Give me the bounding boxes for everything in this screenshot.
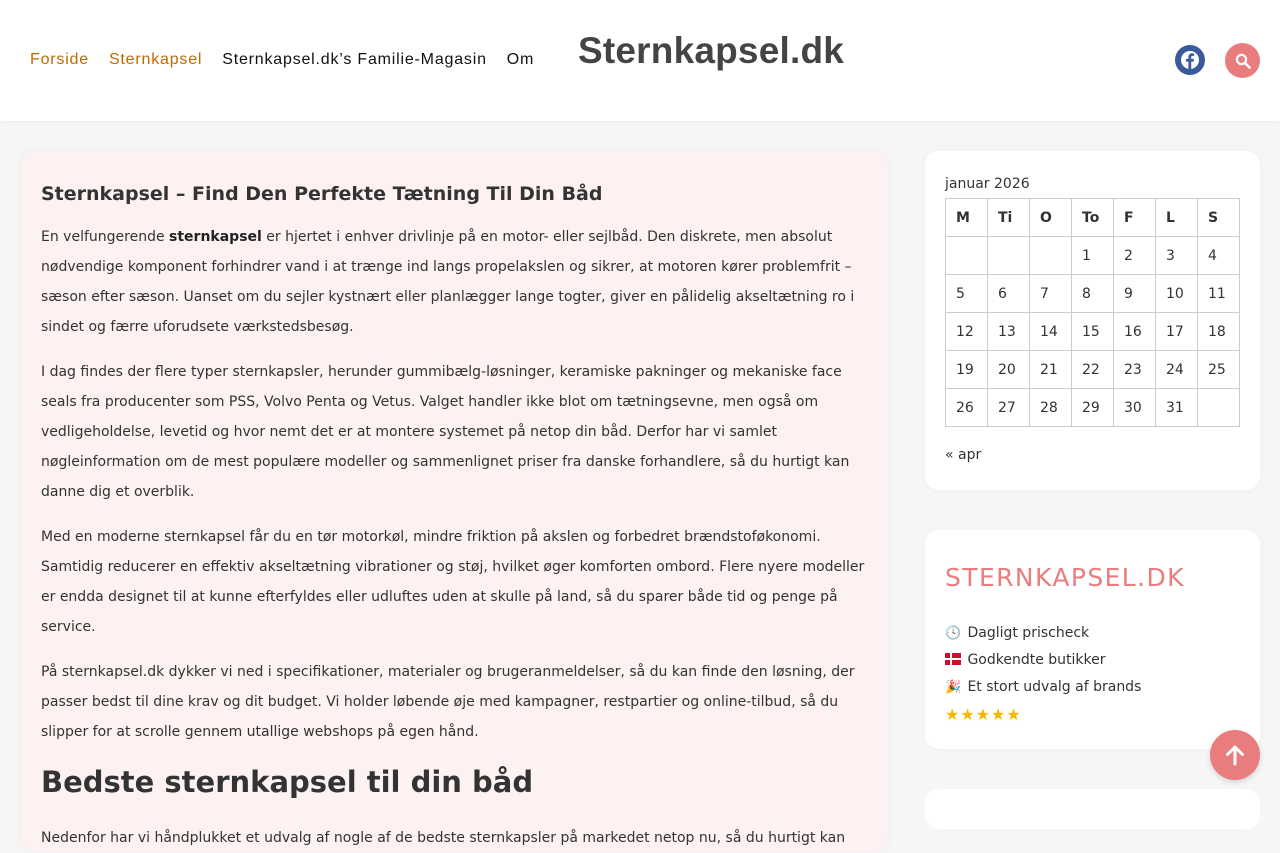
party-popper-icon: 🎉 bbox=[945, 680, 962, 695]
feature-text: Et stort udvalg af brands bbox=[967, 679, 1142, 695]
brand-widget bbox=[925, 530, 1260, 749]
nav-item-om[interactable]: Om bbox=[506, 51, 535, 68]
calendar-day: 3 bbox=[1156, 237, 1198, 275]
calendar-week-row bbox=[946, 389, 1240, 427]
article-paragraph: Nedenfor har vi håndplukket et udvalg af nogle af de bedste sternkapsler på markedet netop nu, så du hurtigt kan bbox=[41, 830, 846, 846]
weekday-header: F bbox=[1114, 199, 1156, 237]
article-paragraph: Med en moderne sternkapsel får du en tør motorkøl, mindre friktion på akslen og forbedret brændstoføkonomi. Samtidig reducerer en effektiv akseltætning vibrationer og støj, hvilket øger komforten ombord. Flere nyere modeller er endda designet til at kunne efterfyldes eller udluftes uden at skulle på land, så du sparer både tid og penge på service. bbox=[41, 529, 865, 635]
calendar-day: 14 bbox=[1030, 313, 1072, 351]
paragraph-text: En velfungerende bbox=[41, 229, 170, 245]
calendar-day bbox=[1198, 389, 1240, 427]
calendar-day bbox=[946, 237, 988, 275]
brand-title: STERNKAPSEL.DK bbox=[945, 563, 1185, 592]
feature-text: Dagligt prischeck bbox=[967, 625, 1090, 641]
site-title[interactable]: Sternkapsel.dk bbox=[578, 30, 845, 71]
calendar-day: 5 bbox=[946, 275, 988, 313]
calendar-caption: januar 2026 bbox=[945, 176, 1030, 192]
next-widget bbox=[925, 789, 1260, 829]
calendar-day: 25 bbox=[1198, 351, 1240, 389]
calendar-day: 2 bbox=[1114, 237, 1156, 275]
weekday-header: O bbox=[1030, 199, 1072, 237]
star-rating: ★★★★★ bbox=[945, 705, 1022, 724]
calendar-week-row bbox=[946, 313, 1240, 351]
calendar-day: 28 bbox=[1030, 389, 1072, 427]
search-icon bbox=[1235, 53, 1251, 69]
article-paragraph: På sternkapsel.dk dykker vi ned i specifikationer, materialer og brugeranmeldelser, så du kan finde den løsning, der passer bedst til dine krav og dit budget. Vi holder løbende øje med kampagner, restpartier og online-tilbud, så du slipper for at scrolle gennem utallige webshops på egen hånd. bbox=[41, 664, 855, 740]
feature-text: Godkendte butikker bbox=[967, 652, 1106, 668]
main-article bbox=[21, 151, 888, 851]
site-header bbox=[0, 0, 1280, 121]
weekday-header: S bbox=[1198, 199, 1240, 237]
main-nav bbox=[30, 51, 534, 69]
facebook-button[interactable] bbox=[1175, 45, 1205, 75]
section-heading: Bedste sternkapsel til din båd bbox=[41, 765, 534, 799]
calendar-prev-month-link[interactable]: « apr bbox=[945, 447, 982, 463]
calendar-day: 12 bbox=[946, 313, 988, 351]
nav-item-familie-magasin[interactable]: Sternkapsel.dk’s Familie-Magasin bbox=[222, 51, 487, 68]
calendar-day: 31 bbox=[1156, 389, 1198, 427]
calendar-widget bbox=[925, 151, 1260, 490]
calendar-day: 1 bbox=[1072, 237, 1114, 275]
calendar-day bbox=[1030, 237, 1072, 275]
calendar-week-row bbox=[946, 275, 1240, 313]
weekday-header: To bbox=[1072, 199, 1114, 237]
calendar-day: 11 bbox=[1198, 275, 1240, 313]
calendar-day: 4 bbox=[1198, 237, 1240, 275]
calendar-week-row bbox=[946, 237, 1240, 275]
calendar-day: 16 bbox=[1114, 313, 1156, 351]
feature-item bbox=[945, 647, 1240, 674]
calendar-day: 29 bbox=[1072, 389, 1114, 427]
article-heading: Sternkapsel – Find Den Perfekte Tætning Til Din Båd bbox=[41, 183, 603, 205]
search-button[interactable] bbox=[1225, 43, 1260, 78]
scroll-to-top-button[interactable] bbox=[1210, 730, 1260, 780]
arrow-up-icon bbox=[1225, 744, 1245, 766]
calendar-day: 9 bbox=[1114, 275, 1156, 313]
calendar-day: 27 bbox=[988, 389, 1030, 427]
calendar-day: 13 bbox=[988, 313, 1030, 351]
calendar-day: 26 bbox=[946, 389, 988, 427]
calendar-week-row bbox=[946, 351, 1240, 389]
weekday-header: L bbox=[1156, 199, 1198, 237]
article-paragraph: I dag findes der flere typer sternkapsler, herunder gummibælg-løsninger, keramiske pakninger og mekaniske face seals fra producenter som PSS, Volvo Penta og Vetus. Valget handler ikke blot om tætningsevne, men også om vedligeholdelse, levetid og hvor nemt det er at montere systemet på netop din båd. Derfor har vi samlet nøgleinformation om de mest populære modeller og sammenlignet priser fra danske forhandlere, så du hurtigt kan danne dig et overblik. bbox=[41, 364, 850, 500]
calendar-day: 17 bbox=[1156, 313, 1198, 351]
calendar-day: 21 bbox=[1030, 351, 1072, 389]
danish-flag-icon bbox=[945, 653, 961, 665]
facebook-icon bbox=[1175, 45, 1205, 75]
clock-icon: 🕓 bbox=[945, 626, 962, 641]
calendar-day: 15 bbox=[1072, 313, 1114, 351]
nav-item-sternkapsel[interactable]: Sternkapsel bbox=[108, 51, 203, 68]
calendar-day: 10 bbox=[1156, 275, 1198, 313]
calendar-day: 18 bbox=[1198, 313, 1240, 351]
calendar-day: 22 bbox=[1072, 351, 1114, 389]
calendar-day: 6 bbox=[988, 275, 1030, 313]
calendar-day: 30 bbox=[1114, 389, 1156, 427]
calendar-day: 19 bbox=[946, 351, 988, 389]
calendar-day bbox=[988, 237, 1030, 275]
calendar-table bbox=[945, 198, 1240, 427]
calendar-day: 23 bbox=[1114, 351, 1156, 389]
feature-item bbox=[945, 674, 1240, 701]
calendar-day: 7 bbox=[1030, 275, 1072, 313]
nav-item-forside[interactable]: Forside bbox=[30, 51, 89, 68]
feature-item bbox=[945, 620, 1240, 647]
bold-keyword: sternkapsel bbox=[169, 229, 262, 245]
paragraph-text: er hjertet i enhver drivlinje på en motor- eller sejlbåd. Den diskrete, men absolut nødvendige komponent forhindrer vand i at trænge ind langs propelakslen og sikrer, at motoren kører problemfrit – sæson efter sæson. Uanset om du sejler kystnært eller planlægger lange togter, giver en pålidelig akseltætning ro i sindet og færre uforudsete værkstedsbesøg. bbox=[41, 229, 855, 335]
calendar-weekday-row bbox=[946, 199, 1240, 237]
calendar-day: 24 bbox=[1156, 351, 1198, 389]
calendar-day: 8 bbox=[1072, 275, 1114, 313]
weekday-header: Ti bbox=[988, 199, 1030, 237]
article-paragraph bbox=[41, 222, 868, 342]
weekday-header: M bbox=[946, 199, 988, 237]
calendar-day: 20 bbox=[988, 351, 1030, 389]
